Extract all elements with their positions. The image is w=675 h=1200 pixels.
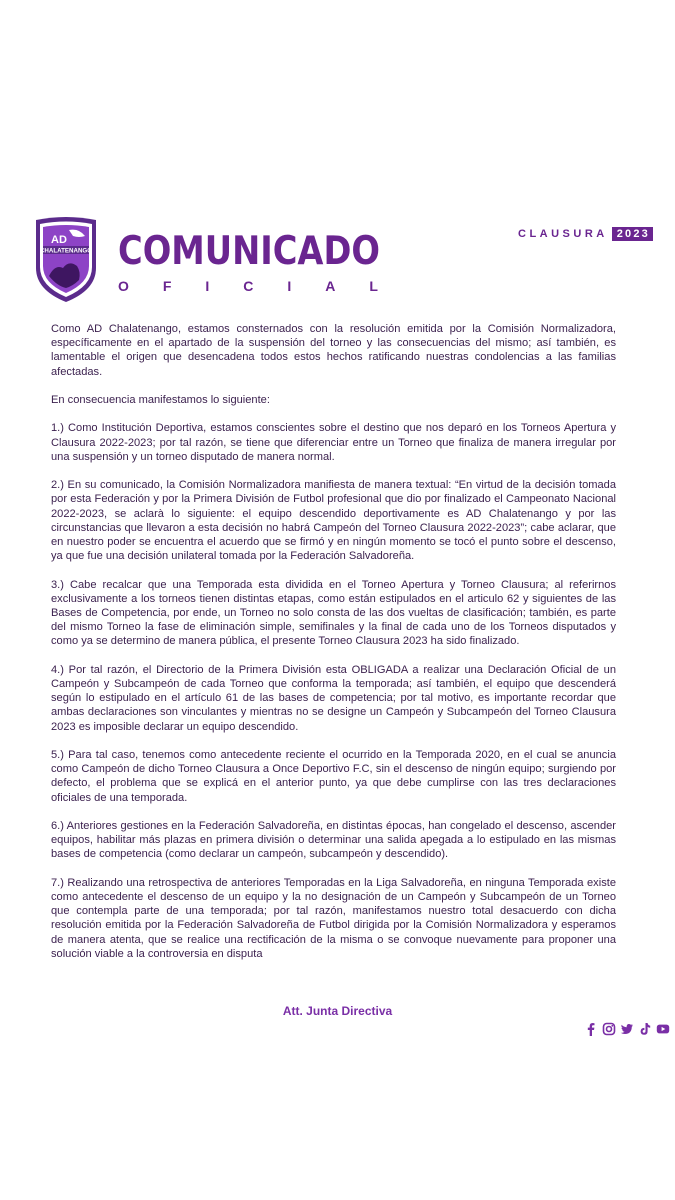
season-badge bbox=[518, 226, 653, 242]
paragraph-point-5: 5.) Para tal caso, tenemos como antecedente reciente el ocurrido en la Temporada 2020, en el cual se anuncia como Campeón de dicho Torneo Clausura a Once Deportivo F.C, sin el descenso de ningún equipo; surgiendo por defecto, el problema que se explicá en el anterior punto, ya que debe cumplirse con las tres declaraciones oficiales de una temporada. bbox=[51, 749, 616, 804]
subtitle-letter: A bbox=[325, 278, 336, 294]
paragraph-intro: Como AD Chalatenango, estamos consternados con la resolución emitida por la Comisión Normalizadora, específicamente en el apartado de la suspensión del torneo y las consecuencias del mismo; así también, es lamentable el origen que desencadena todos estos hechos ratificando nuestras condolencias a las familias afectadas. bbox=[51, 323, 616, 378]
social-icons bbox=[584, 1021, 670, 1035]
paragraph-lead: En consecuencia manifestamos lo siguiente: bbox=[51, 394, 270, 406]
paragraph-point-1: 1.) Como Institución Deportiva, estamos conscientes sobre el destino que nos deparó en los Torneos Apertura y Clausura 2022-2023; por tal razón, se tiene que diferenciar entre un Torneo que finaliza de manera irregular por una suspensión y un torneo disputado de manera normal. bbox=[51, 422, 616, 463]
facebook-icon[interactable] bbox=[584, 1021, 598, 1035]
paragraph-point-6: 6.) Anteriores gestiones en la Federación Salvadoreña, en distintas épocas, han congelado el descenso, ascender equipos, habilitar más plazas en primera división o determinar una salida apegada a lo estipulado en las mismas bases de competencia (como declarar un campeón, subcampeón y descendido). bbox=[51, 820, 616, 861]
subtitle-letter: C bbox=[243, 278, 254, 294]
crest-club-name: CHALATENANGO bbox=[39, 247, 93, 255]
title-text: COMUNICADO bbox=[118, 229, 380, 274]
subtitle-letter: I bbox=[287, 278, 292, 294]
subtitle-letter: I bbox=[205, 278, 210, 294]
youtube-icon[interactable] bbox=[656, 1021, 670, 1035]
tiktok-icon[interactable] bbox=[638, 1021, 652, 1035]
season-label: CLAUSURA bbox=[518, 228, 608, 240]
subtitle-letter: L bbox=[369, 278, 378, 294]
subtitle-letter: F bbox=[162, 278, 172, 294]
instagram-icon[interactable] bbox=[602, 1021, 616, 1035]
page-subtitle bbox=[118, 278, 378, 294]
twitter-icon[interactable] bbox=[620, 1021, 634, 1035]
crest-ad: AD bbox=[51, 234, 67, 246]
paragraph-point-4: 4.) Por tal razón, el Directorio de la Primera División esta OBLIGADA a realizar una Declaración Oficial de un Campeón y Subcampeón de cada Torneo que conforma la temporada; así también, el equipo que descenderá según lo estipulado en el artículo 61 de las bases de competencia; por tal motivo, es importante recordar que ambas declaraciones son vinculantes y mientras no se designe un Campeón y Subcampeón del Torneo Clausura 2023 es imposible declarar un equipo descendido. bbox=[51, 663, 616, 733]
season-year: 2023 bbox=[612, 227, 653, 241]
paragraph-point-2: 2.) En su comunicado, la Comisión Normalizadora manifiesta de manera textual: “En virtud de la decisión tomada por esta Federación y por la Primera División de Futbol profesional que dio por finalizado el Campeonato Nacional 2022-2023, se aclarà lo siguiente: el equipo descendido deportivamente es AD Chalatenango y por las circunstancias que llevaron a esta decisión no habrá Campeón del Torneo Clausura 2022-2023”; cabe aclarar, que en nuestro poder se encuentra el acuerdo que se firmó y en ningún momento se tocó el punto sobre el descenso, ya que fue una decisión unilateral tomada por la Federación Salvadoreña. bbox=[51, 479, 616, 563]
paragraph-point-3: 3.) Cabe recalcar que una Temporada esta dividida en el Torneo Apertura y Torneo Clausura; al referirnos exclusivamente a los torneos tienen distintas etapas, como están estipulados en el articulo 62 y siguientes de las Bases de Competencia, por ende, un Torneo no solo consta de las dos vueltas de clasificación; también, es parte del mismo Torneo la fase de eliminación simple, semifinales y la final de cada uno de los Torneos disputados y como ya se determino de manera pública, el presente Torneo Clausura 2023 ha sido finalizado. bbox=[51, 578, 616, 648]
statement-body bbox=[51, 322, 616, 975]
paragraph-point-7: 7.) Realizando una retrospectiva de anteriores Temporadas en la Liga Salvadoreña, en ninguna Temporada existe como antecedente el descenso de un equipo y la no designación de un Campeón y Subcampeón de un Torneo que contempla parte de una temporada; por tal razón, manifestamos nuestro total desacuerdo con dicha resolución emitida por la Federación Salvadoreña de Futbol dirigida por la Comisión Normalizadora y esperamos de manera atenta, que se realice una rectificación de la misma o se convoque nuevamente para proponer una solución viable a la controversia en disputa bbox=[51, 876, 616, 960]
club-crest bbox=[33, 216, 99, 304]
page-title bbox=[118, 226, 382, 274]
subtitle-letter: O bbox=[118, 278, 129, 294]
signature: Att. Junta Directiva bbox=[282, 1004, 393, 1018]
